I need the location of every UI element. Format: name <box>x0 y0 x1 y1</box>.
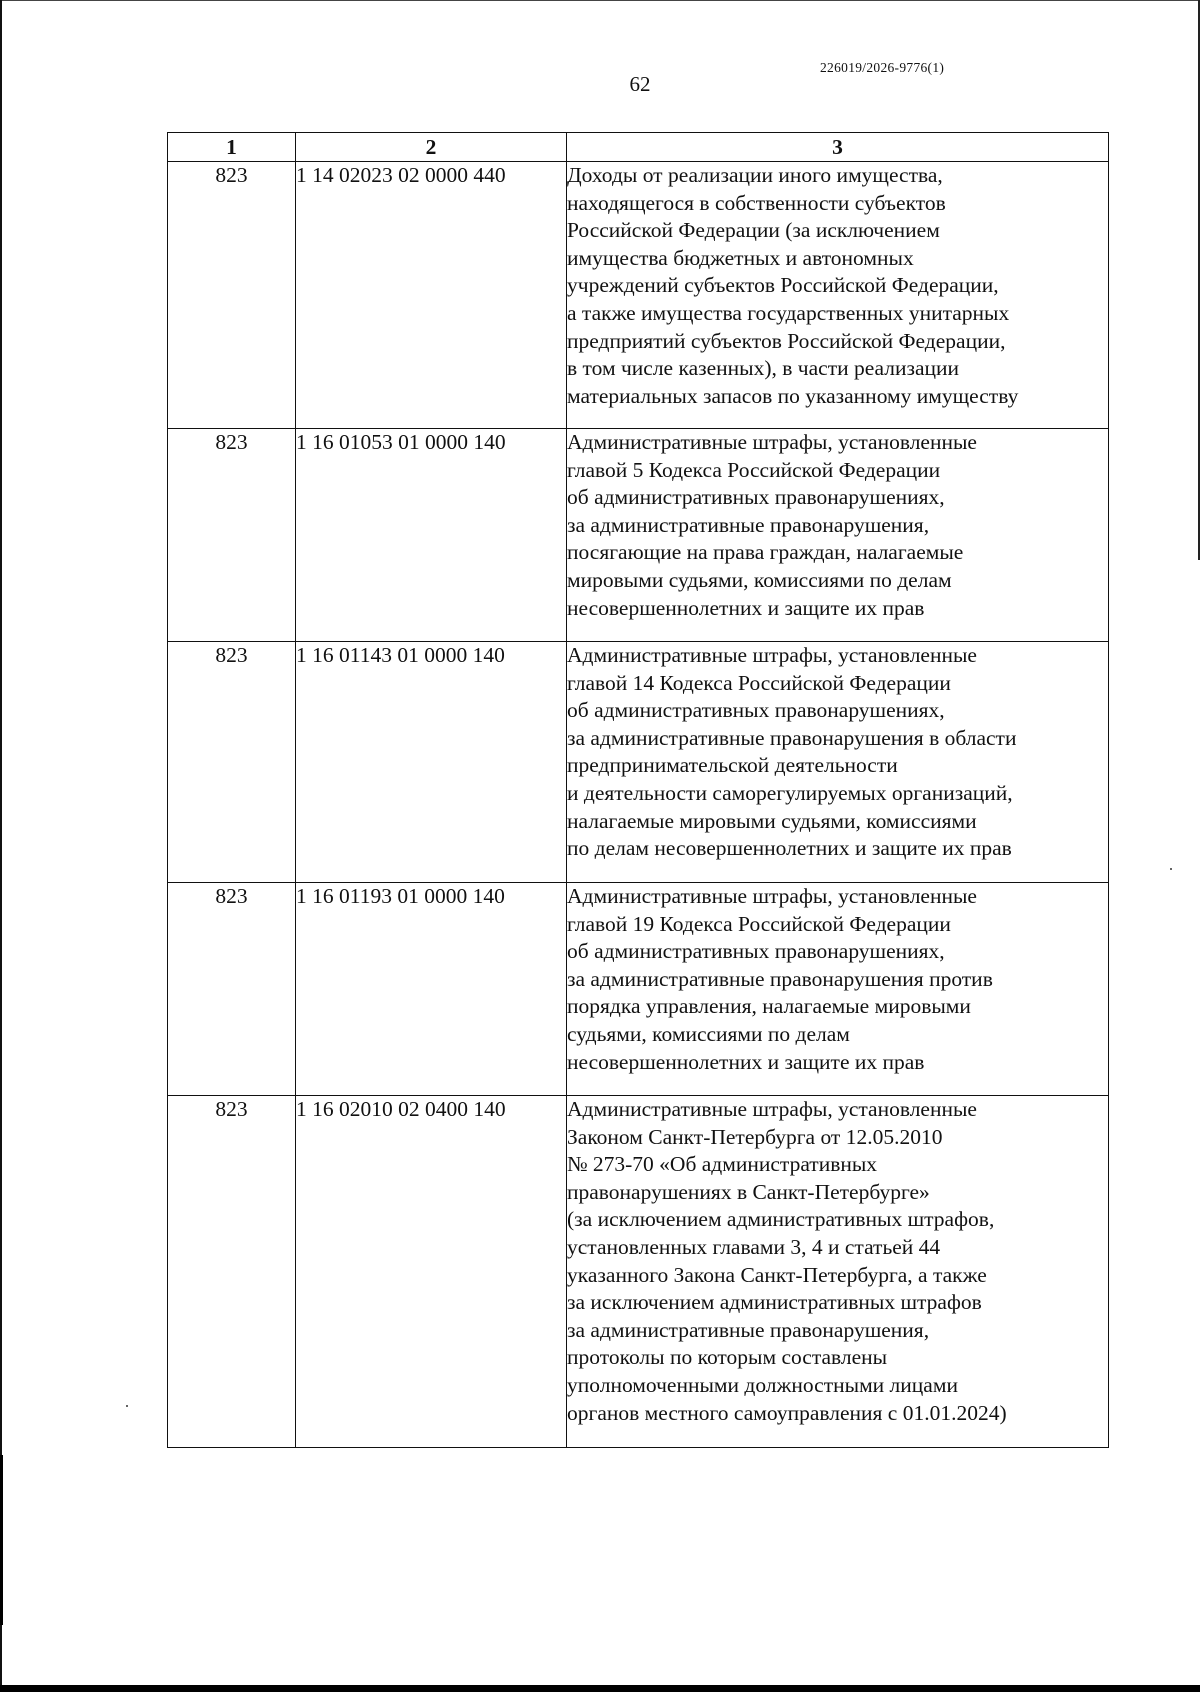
description-line: судьями, комиссиями по делам <box>567 1021 850 1046</box>
description-line: за административные правонарушения против <box>567 966 993 991</box>
description-line: Доходы от реализации иного имущества, <box>567 163 943 187</box>
description-line: налагаемые мировыми судьями, комиссиями <box>567 808 977 833</box>
kbk-code-cell: 1 16 01193 01 0000 140 <box>296 883 567 1096</box>
description-line: Административные штрафы, установленные <box>567 643 977 667</box>
description-line: а также имущества государственных унитарных <box>567 300 1010 325</box>
description-cell <box>567 162 1109 429</box>
description-line: главой 14 Кодекса Российской Федерации <box>567 670 951 695</box>
scan-border-bottom <box>0 1685 1200 1692</box>
revenue-codes-table <box>167 132 1109 1448</box>
description-line: об административных правонарушениях, <box>567 939 945 964</box>
kbk-code-cell: 1 14 02023 02 0000 440 <box>296 162 567 429</box>
column-header-1: 1 <box>168 133 296 162</box>
description-line: Административные штрафы, установленные <box>567 884 977 908</box>
description-line: Российской Федерации (за исключением <box>567 218 940 243</box>
description-line: в том числе казенных), в части реализации <box>567 356 960 381</box>
admin-code-cell: 823 <box>168 642 296 883</box>
scan-speck <box>1170 868 1172 870</box>
admin-code-cell: 823 <box>168 883 296 1096</box>
description-line: имущества бюджетных и автономных <box>567 245 914 270</box>
document-registration-number: 226019/2026-9776(1) <box>820 60 945 75</box>
description-line: предпринимательской деятельности <box>567 753 898 778</box>
table-row <box>168 642 1109 883</box>
description-line: протоколы по которым составлены <box>567 1345 888 1370</box>
admin-code-cell: 823 <box>168 1096 296 1448</box>
description-cell <box>567 429 1109 642</box>
description-line: за исключением административных штрафов <box>567 1290 982 1315</box>
description-line: предприятий субъектов Российской Федерации, <box>567 328 1006 353</box>
description-line: порядка управления, налагаемые мировыми <box>567 994 971 1019</box>
column-header-3: 3 <box>567 133 1109 162</box>
description-line: органов местного самоуправления с 01.01.2024) <box>567 1400 1007 1425</box>
description-line: учреждений субъектов Российской Федерации, <box>567 273 999 298</box>
scan-edge-mark <box>0 1455 3 1625</box>
description-line: Законом Санкт-Петербурга от 12.05.2010 <box>567 1124 943 1149</box>
description-line: за административные правонарушения, <box>567 1317 930 1342</box>
description-line: по делам несовершеннолетних и защите их прав <box>567 836 1012 861</box>
description-line: находящегося в собственности субъектов <box>567 190 946 215</box>
table-row <box>168 162 1109 429</box>
page-number: 62 <box>629 72 651 96</box>
description-line: несовершеннолетних и защите их прав <box>567 595 925 620</box>
kbk-code-cell: 1 16 01053 01 0000 140 <box>296 429 567 642</box>
description-line: главой 5 Кодекса Российской Федерации <box>567 457 941 482</box>
scan-speck <box>126 1405 128 1407</box>
description-line: несовершеннолетних и защите их прав <box>567 1049 925 1074</box>
scan-border-left <box>0 0 2 1692</box>
description-line: № 273-70 «Об административных <box>567 1152 878 1177</box>
kbk-code-cell: 1 16 02010 02 0400 140 <box>296 1096 567 1448</box>
scan-border-top <box>0 0 1200 1</box>
description-line: Административные штрафы, установленные <box>567 430 977 454</box>
kbk-code-cell: 1 16 01143 01 0000 140 <box>296 642 567 883</box>
description-line: Административные штрафы, установленные <box>567 1097 977 1121</box>
description-line: и деятельности саморегулируемых организаций, <box>567 780 1013 805</box>
column-header-2: 2 <box>296 133 567 162</box>
description-cell <box>567 642 1109 883</box>
description-line: правонарушениях в Санкт-Петербурге» <box>567 1179 930 1204</box>
description-line: посягающие на права граждан, налагаемые <box>567 540 964 565</box>
description-line: за административные правонарушения, <box>567 512 930 537</box>
table-row <box>168 1096 1109 1448</box>
description-line: об административных правонарушениях, <box>567 485 945 510</box>
admin-code-cell: 823 <box>168 429 296 642</box>
description-cell <box>567 1096 1109 1448</box>
description-line: уполномоченными должностными лицами <box>567 1372 958 1397</box>
description-line: материальных запасов по указанному имуществу <box>567 383 1019 408</box>
description-line: мировыми судьями, комиссиями по делам <box>567 567 952 592</box>
table-header-row <box>168 133 1109 162</box>
table-row <box>168 429 1109 642</box>
admin-code-cell: 823 <box>168 162 296 429</box>
description-line: главой 19 Кодекса Российской Федерации <box>567 911 951 936</box>
description-cell <box>567 883 1109 1096</box>
description-line: (за исключением административных штрафов, <box>567 1207 995 1232</box>
table-row <box>168 883 1109 1096</box>
description-line: указанного Закона Санкт-Петербурга, а также <box>567 1262 987 1287</box>
description-line: об административных правонарушениях, <box>567 698 945 723</box>
description-line: за административные правонарушения в области <box>567 725 1017 750</box>
description-line: установленных главами 3, 4 и статьей 44 <box>567 1234 941 1259</box>
